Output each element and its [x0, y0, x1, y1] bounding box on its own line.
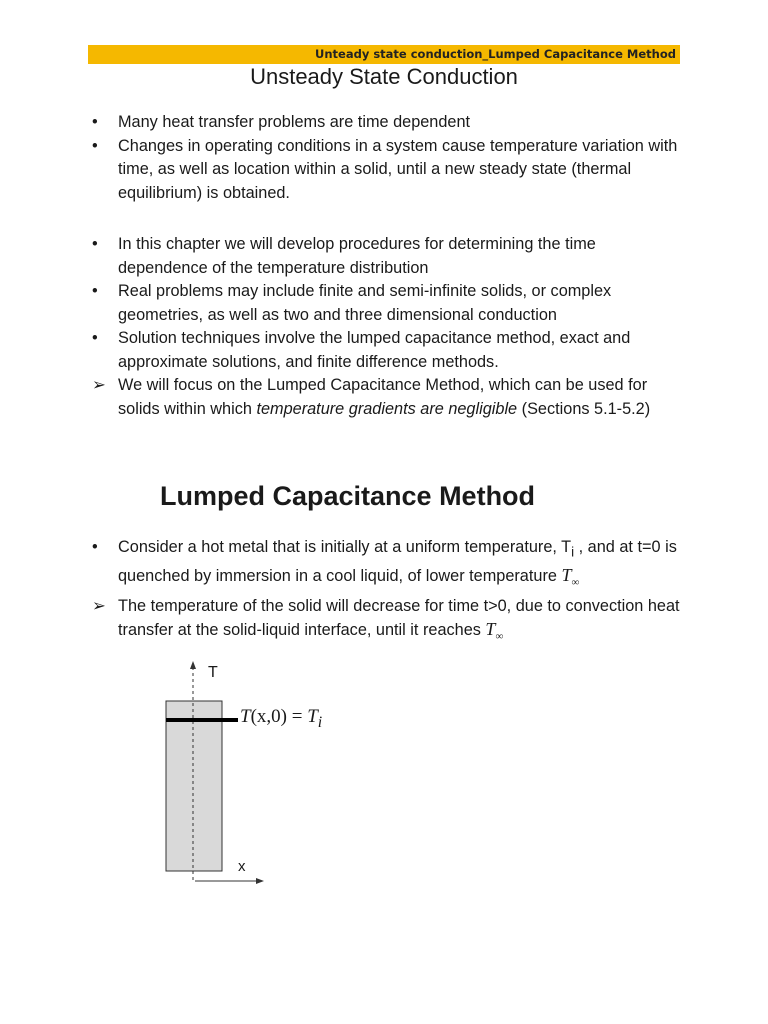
- bullet-marker: •: [92, 235, 98, 253]
- eq-rhs-sub: i: [317, 713, 323, 731]
- bullet-item: [90, 233, 680, 280]
- header-bar: [88, 45, 680, 64]
- bullet-text: Many heat transfer problems are time dependent: [118, 113, 471, 131]
- solid-diagram: [160, 655, 460, 895]
- bullet-text-cont: , and at t=0 is quenched by immersion in a cool liquid, of lower temperature: [118, 538, 677, 585]
- bullet-text: In this chapter we will develop procedures for determining the time dependence of the temperature distribution: [118, 235, 596, 277]
- t-infinity-symbol: [561, 564, 580, 589]
- bullet-item: [90, 595, 680, 650]
- t-symbol: T: [485, 619, 496, 640]
- bullet-text: Changes in operating conditions in a system cause temperature variation with time, as well as location within a solid, until a new steady state (thermal equilibrium) is obtained.: [118, 136, 678, 202]
- bullet-item: [90, 536, 680, 595]
- bullet-marker: •: [92, 136, 98, 155]
- eq-lhs-t: T: [240, 706, 251, 727]
- bullet-item: [90, 135, 680, 206]
- x-axis-label: x: [238, 858, 246, 875]
- bullet-list-intro: [90, 111, 680, 205]
- solid-block: [166, 701, 222, 871]
- t-axis-label: T: [208, 664, 218, 681]
- bullet-text: We will focus on the Lumped Capacitance Method, which can be used for solids within which: [118, 376, 648, 418]
- arrow-bullet-marker: ➢: [92, 376, 106, 394]
- infinity-subscript: ∞: [571, 576, 580, 589]
- bullet-list-method: [90, 536, 680, 649]
- section-title: Lumped Capacitance Method: [160, 481, 536, 511]
- x-axis-arrow: [256, 878, 264, 884]
- bullet-item: [90, 280, 680, 327]
- bullet-text-tail: (Sections 5.1-5.2): [517, 399, 651, 418]
- t-infinity-symbol: [485, 619, 504, 643]
- bullet-list-chapter: [90, 233, 680, 421]
- eq-rhs-t: T: [307, 706, 318, 727]
- bullet-item: [90, 374, 680, 421]
- bullet-text: Solution techniques involve the lumped capacitance method, exact and approximate solutions, and finite difference methods.: [118, 329, 631, 371]
- arrow-bullet-marker: ➢: [92, 596, 106, 615]
- infinity-subscript: ∞: [495, 630, 504, 643]
- bullet-marker: •: [92, 113, 98, 131]
- page-title: Unsteady State Conduction: [250, 64, 518, 89]
- header-title: Unteady state conduction_Lumped Capacitance Method: [315, 47, 676, 61]
- subscript-i: i: [571, 544, 575, 560]
- initial-condition-equation: [240, 706, 322, 732]
- bullet-emphasis: temperature gradients are negligible: [256, 399, 518, 418]
- bullet-item: [90, 327, 680, 374]
- bullet-marker: •: [92, 282, 98, 300]
- eq-args: (x,0) =: [250, 706, 308, 727]
- t-symbol: T: [561, 564, 572, 585]
- bullet-item: [90, 111, 680, 135]
- bullet-text: Real problems may include finite and semi-infinite solids, or complex geometries, as well as two and three dimensional conduction: [118, 282, 612, 324]
- bullet-marker: •: [92, 329, 98, 347]
- temperature-axis-arrow: [190, 661, 196, 669]
- bullet-text: Consider a hot metal that is initially at a uniform temperature, T: [118, 538, 572, 556]
- bullet-text: The temperature of the solid will decrease for time t>0, due to convection heat transfer at the solid-liquid interface, until it reaches: [118, 596, 680, 640]
- bullet-marker: •: [92, 538, 98, 556]
